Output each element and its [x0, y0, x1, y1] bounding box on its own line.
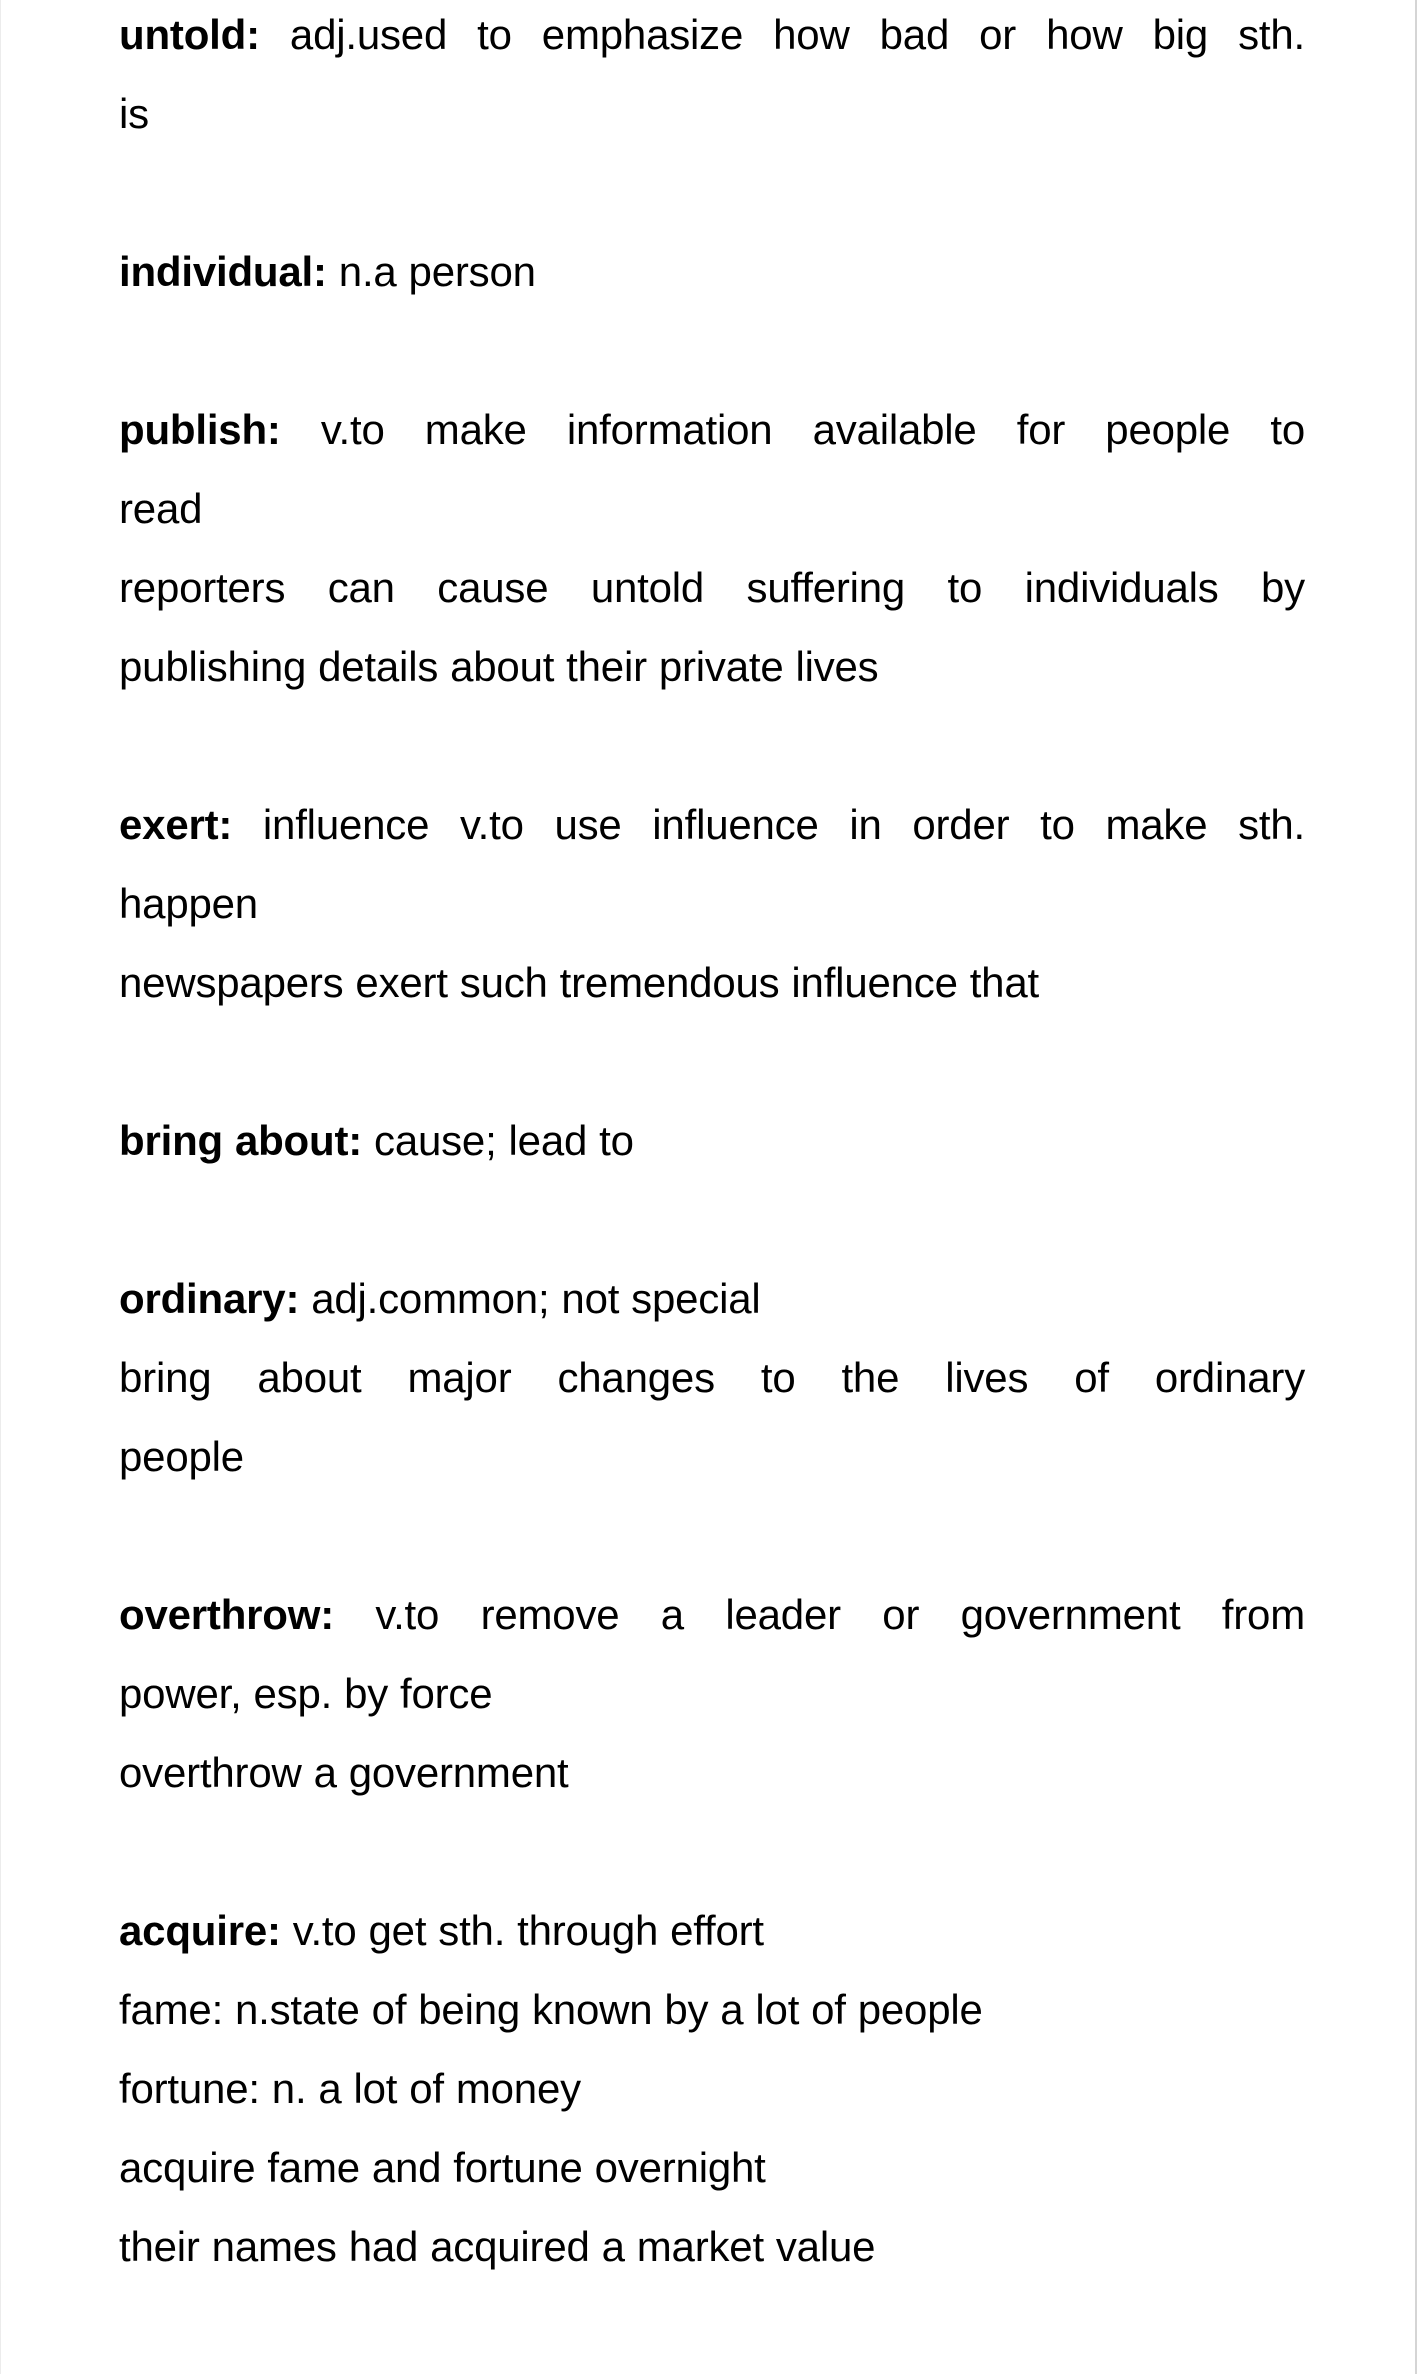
vocab-term: acquire: — [119, 1907, 281, 1954]
vocab-line — [119, 469, 1305, 548]
vocab-line — [119, 1970, 1305, 2049]
blank-line — [119, 153, 1305, 232]
blank-line — [119, 1496, 1305, 1575]
vocab-text: overthrow a government — [119, 1749, 569, 1796]
vocab-text: adj.used to emphasize how bad or how big sth. — [259, 11, 1305, 58]
vocab-term: exert: — [119, 801, 233, 848]
vocab-line — [119, 232, 1305, 311]
vocab-line — [119, 864, 1305, 943]
vocabulary-list — [119, 0, 1305, 2286]
vocab-term: ordinary: — [119, 1275, 300, 1322]
vocab-line — [119, 1575, 1305, 1654]
blank-line — [119, 706, 1305, 785]
vocab-text: v.to get sth. through effort — [280, 1907, 764, 1954]
vocab-term: individual: — [119, 248, 327, 295]
vocab-line — [119, 1338, 1305, 1417]
vocab-text: v.to remove a leader or government from — [334, 1591, 1305, 1638]
vocab-term: untold: — [119, 11, 260, 58]
vocab-line — [119, 1101, 1305, 1180]
vocab-line — [119, 2049, 1305, 2128]
vocab-line — [119, 1259, 1305, 1338]
vocab-line — [119, 2128, 1305, 2207]
vocab-text: bring about major changes to the lives of ordinary — [119, 1354, 1305, 1401]
vocab-text: people — [119, 1433, 244, 1480]
blank-line — [119, 311, 1305, 390]
vocab-line — [119, 74, 1305, 153]
blank-line — [119, 1022, 1305, 1101]
vocab-text: is — [119, 90, 149, 137]
vocab-line — [119, 390, 1305, 469]
vocab-line — [119, 943, 1305, 1022]
vocab-text: influence v.to use influence in order to make sth. — [232, 801, 1305, 848]
vocab-line — [119, 1417, 1305, 1496]
vocab-line — [119, 785, 1305, 864]
vocab-line — [119, 0, 1305, 74]
vocab-line — [119, 627, 1305, 706]
vocab-text: happen — [119, 880, 258, 927]
vocab-text: reporters can cause untold suffering to individuals by — [119, 564, 1305, 611]
vocab-text: their names had acquired a market value — [119, 2223, 876, 2270]
vocab-term: publish: — [119, 406, 281, 453]
vocab-text: power, esp. by force — [119, 1670, 493, 1717]
vocab-line — [119, 2207, 1305, 2286]
vocab-text: newspapers exert such tremendous influence that — [119, 959, 1039, 1006]
vocab-term: bring about: — [119, 1117, 363, 1164]
vocab-text: read — [119, 485, 203, 532]
vocab-text: acquire fame and fortune overnight — [119, 2144, 766, 2191]
vocab-text: adj.common; not special — [299, 1275, 761, 1322]
vocab-line — [119, 1891, 1305, 1970]
vocab-text: n.a person — [326, 248, 536, 295]
vocab-line — [119, 1733, 1305, 1812]
vocab-text: fame: n.state of being known by a lot of people — [119, 1986, 983, 2033]
blank-line — [119, 1180, 1305, 1259]
vocab-text: fortune: n. a lot of money — [119, 2065, 581, 2112]
vocab-text: cause; lead to — [362, 1117, 634, 1164]
blank-line — [119, 1812, 1305, 1891]
vocab-line — [119, 548, 1305, 627]
vocab-term: overthrow: — [119, 1591, 335, 1638]
vocab-line — [119, 1654, 1305, 1733]
vocab-text: v.to make information available for people to — [280, 406, 1305, 453]
vocab-text: publishing details about their private lives — [119, 643, 879, 690]
